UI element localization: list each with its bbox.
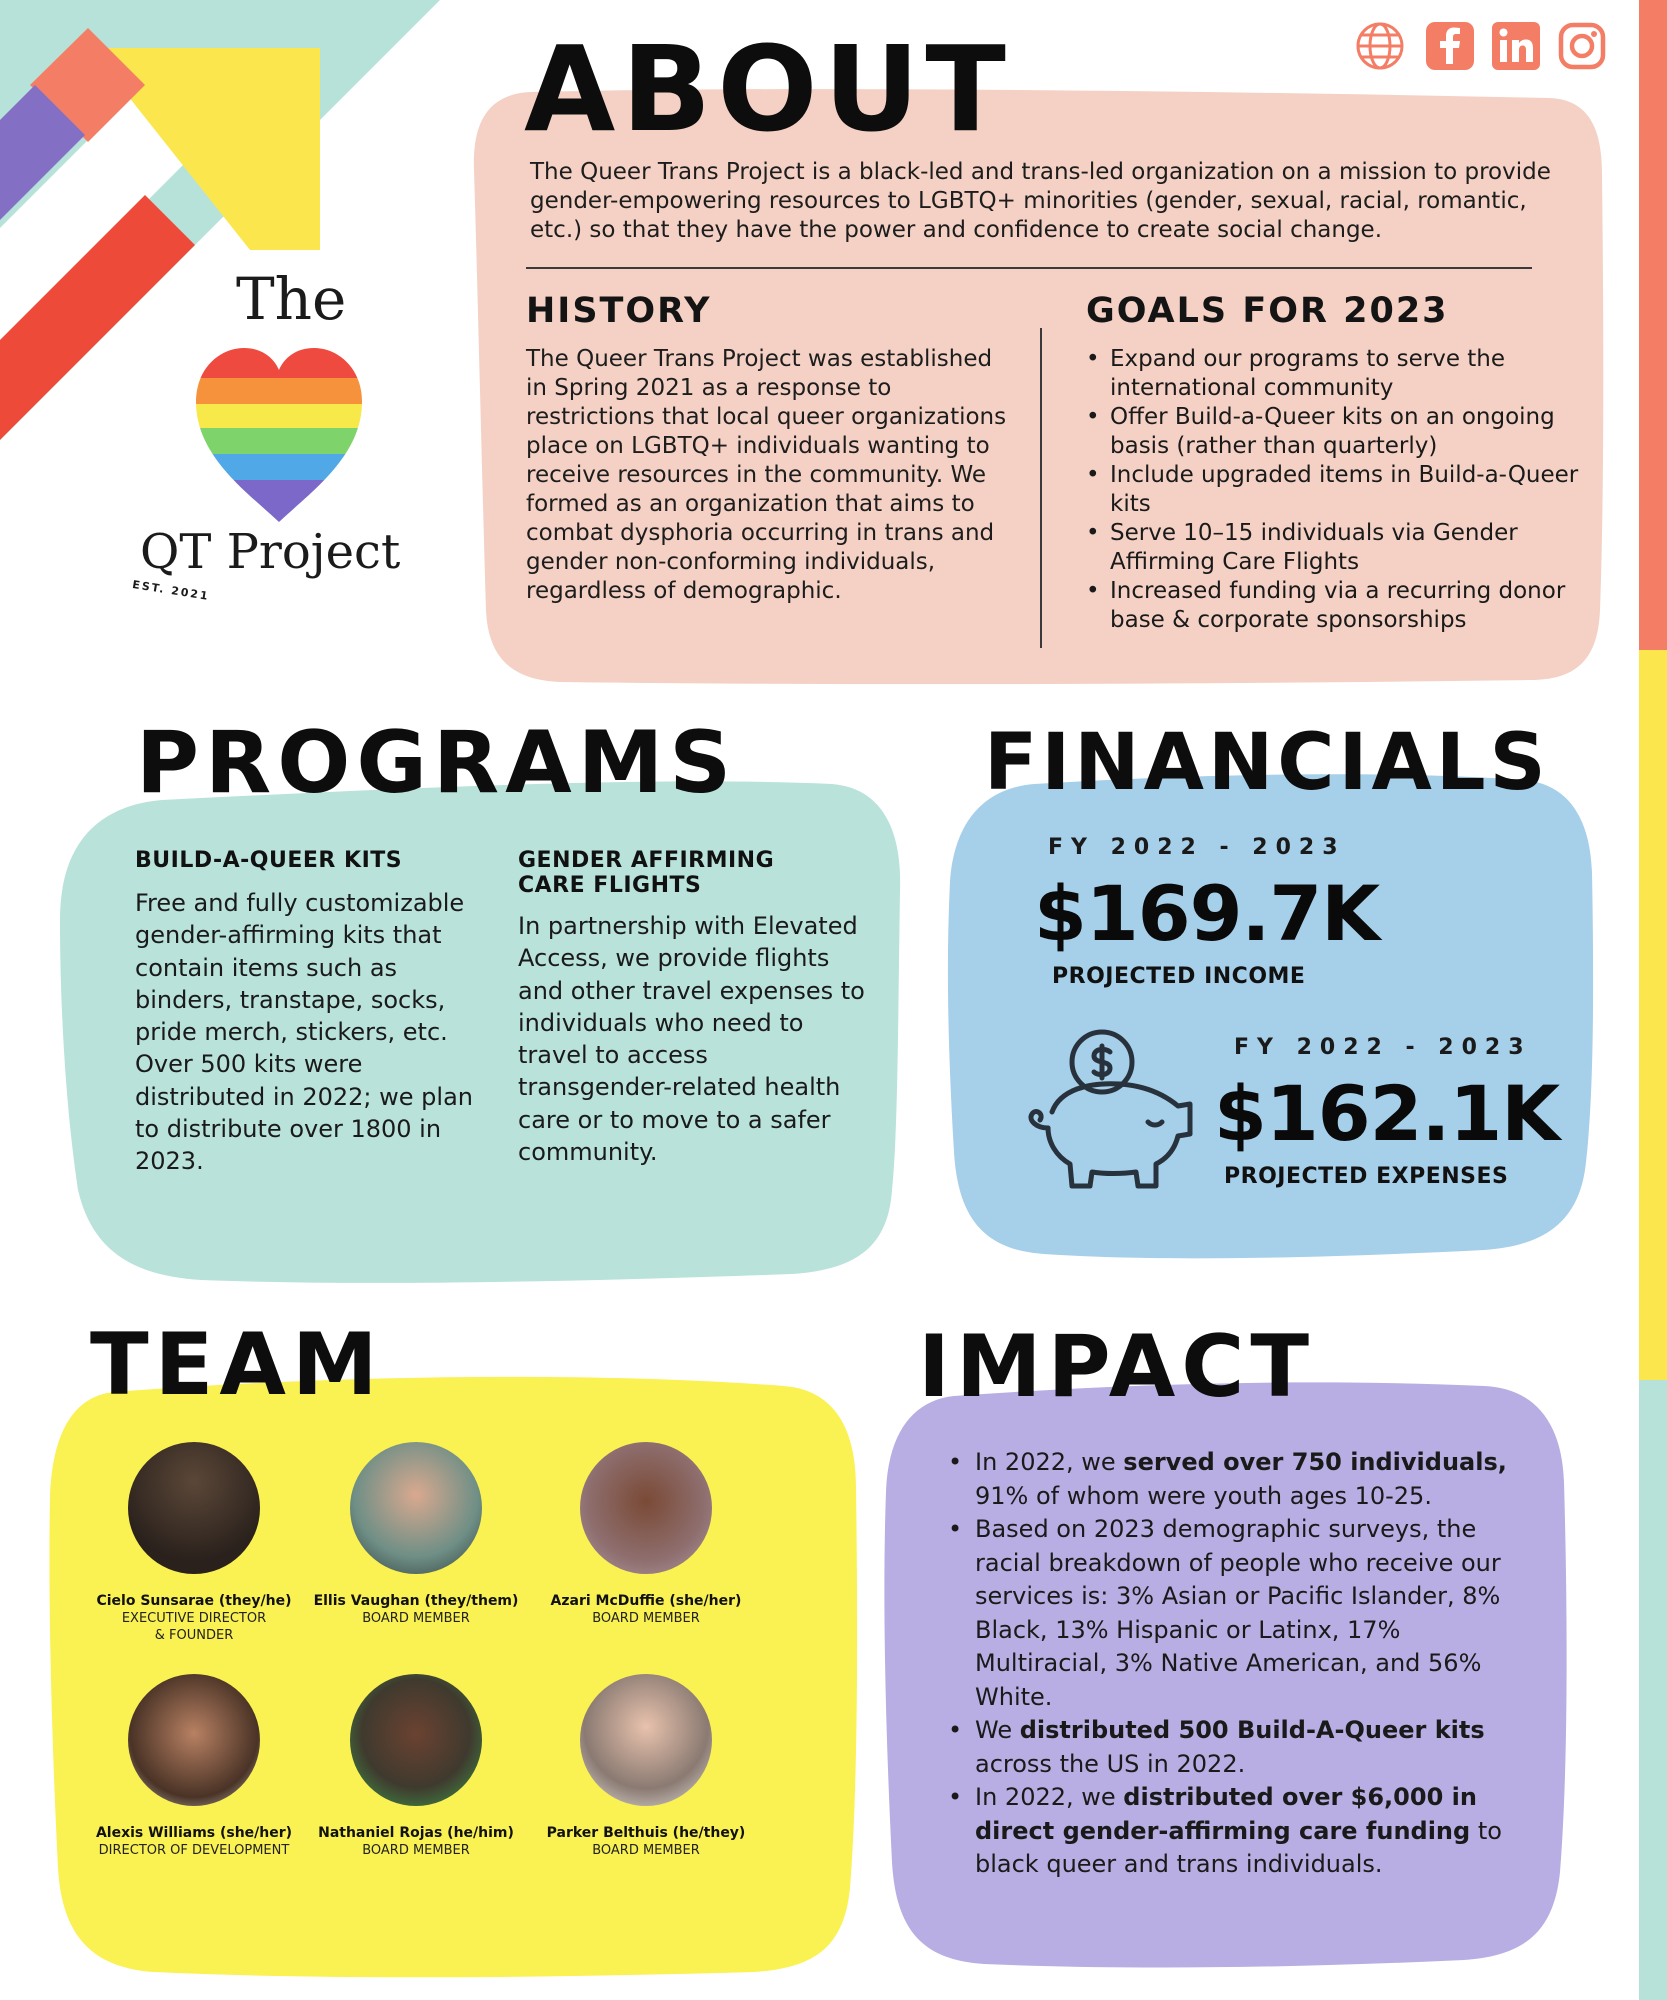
program-title: GENDER AFFIRMING CARE FLIGHTS [518, 848, 775, 898]
programs-heading: PROGRAMS [136, 713, 738, 813]
linkedin-icon[interactable] [1490, 20, 1542, 72]
team-member-ellis [296, 1442, 536, 1627]
facebook-icon[interactable] [1424, 20, 1476, 72]
member-role: BOARD MEMBER [592, 1843, 700, 1858]
member-role: EXECUTIVE DIRECTOR [121, 1611, 267, 1626]
avatar [580, 1674, 712, 1806]
goal-item: • Serve 10–15 individuals via Gender Affirming Care Flights [1072, 519, 1586, 577]
history-title: HISTORY [526, 291, 712, 331]
impact-heading: IMPACT [918, 1317, 1316, 1417]
program-care-flights [518, 848, 868, 1168]
avatar [128, 1442, 260, 1574]
edge-stripe-coral [1639, 0, 1667, 650]
program-text: In partnership with Elevated Access, we provide flights and other travel expenses to individuals who need to travel to access transgender-related health care or to move to a safer community. [518, 912, 865, 1167]
goals-list [1072, 345, 1586, 635]
goal-item: • Offer Build-a-Queer kits on an ongoing basis (rather than quarterly) [1072, 403, 1586, 461]
expenses-label: PROJECTED EXPENSES [1224, 1164, 1509, 1189]
program-title: BUILD-A-QUEER KITS [135, 848, 403, 873]
member-role: DIRECTOR OF DEVELOPMENT [98, 1843, 290, 1858]
goal-item: • Include upgraded items in Build-a-Queer kits [1072, 461, 1586, 519]
logo-est-text: EST. 2021 [131, 577, 211, 604]
instagram-icon[interactable] [1556, 20, 1608, 72]
impact-item: • Based on 2023 demographic surveys, the racial breakdown of people who receive our services is: 3% Asian or Pacific Islander, 8% Black, 13% Hispanic or Latinx, 17% Multiracial, 3% Native American, and 56% White. [938, 1513, 1518, 1714]
member-name: Cielo Sunsarae (they/he) [96, 1593, 292, 1609]
member-role: BOARD MEMBER [592, 1611, 700, 1626]
avatar [580, 1442, 712, 1574]
member-name: Nathaniel Rojas (he/him) [318, 1825, 514, 1841]
avatar [350, 1674, 482, 1806]
impact-list [938, 1446, 1518, 1882]
piggy-bank-icon [1010, 1024, 1200, 1204]
impact-item: • We distributed 500 Build-A-Queer kits across the US in 2022. [938, 1714, 1518, 1781]
member-name: Azari McDuffie (she/her) [550, 1593, 742, 1609]
member-role: BOARD MEMBER [362, 1843, 470, 1858]
member-name: Alexis Williams (she/her) [95, 1825, 293, 1841]
income-label: PROJECTED INCOME [1052, 964, 1306, 989]
goal-item: • Increased funding via a recurring donor base & corporate sponsorships [1072, 577, 1586, 635]
team-member-parker [526, 1674, 766, 1859]
member-role: & FOUNDER [154, 1628, 234, 1643]
income-fy-label: FY 2022 - 2023 [1048, 835, 1346, 860]
edge-stripe-mint [1639, 1380, 1667, 2000]
history-text: The Queer Trans Project was established in Spring 2021 as a response to restrictions that local queer organizations place on LGBTQ+ individuals wanting to receive resources in the community. We formed as an organization that aims to combat dysphoria occurring in trans and gender non-conforming individuals, regardless of demographic. [526, 346, 1007, 604]
expenses-fy-label: FY 2022 - 2023 [1234, 1035, 1532, 1060]
history-goals-divider [1040, 328, 1042, 648]
globe-icon[interactable] [1354, 20, 1406, 72]
impact-item: • In 2022, we served over 750 individuals, 91% of whom were youth ages 10-25. [938, 1446, 1518, 1513]
rainbow-heart-icon [192, 344, 366, 524]
team-heading: TEAM [90, 1315, 384, 1415]
financials-heading: FINANCIALS [984, 718, 1550, 808]
edge-stripe-yellow [1639, 650, 1667, 1380]
team-member-cielo [74, 1442, 314, 1644]
about-heading: ABOUT [524, 20, 1012, 158]
avatar [350, 1442, 482, 1574]
program-text: Free and fully customizable gender-affirming kits that contain items such as binders, transtape, socks, pride merch, stickers, etc. Over 500 kits were distributed in 2022; we plan to distribute over 1800 in 2023. [135, 889, 473, 1176]
expenses-amount: $162.1K [1214, 1069, 1560, 1158]
impact-item: • In 2022, we distributed over $6,000 in direct gender-affirming care funding to black queer and trans individuals. [938, 1781, 1518, 1882]
member-role: BOARD MEMBER [362, 1611, 470, 1626]
logo-top-text: The [236, 265, 347, 333]
member-name: Ellis Vaughan (they/them) [313, 1593, 519, 1609]
logo [130, 265, 450, 610]
member-name: Parker Belthuis (he/they) [546, 1825, 746, 1841]
avatar [128, 1674, 260, 1806]
logo-bottom-text: QT Project [140, 524, 401, 580]
team-member-azari [526, 1442, 766, 1627]
about-intro: The Queer Trans Project is a black-led and trans-led organization on a mission to provide gender-empowering resources to LGBTQ+ minorities (gender, sexual, racial, romantic, etc.) so that they have the power and confidence to create social change. [530, 159, 1551, 243]
income-amount: $169.7K [1034, 869, 1380, 958]
goals-section [1086, 291, 1586, 635]
team-member-alexis [74, 1674, 314, 1859]
history-section [526, 291, 1016, 606]
program-build-a-queer [135, 848, 485, 1178]
goal-item: • Expand our programs to serve the international community [1072, 345, 1586, 403]
team-member-nathaniel [296, 1674, 536, 1859]
about-divider [526, 267, 1532, 269]
goals-title: GOALS FOR 2023 [1086, 291, 1449, 331]
